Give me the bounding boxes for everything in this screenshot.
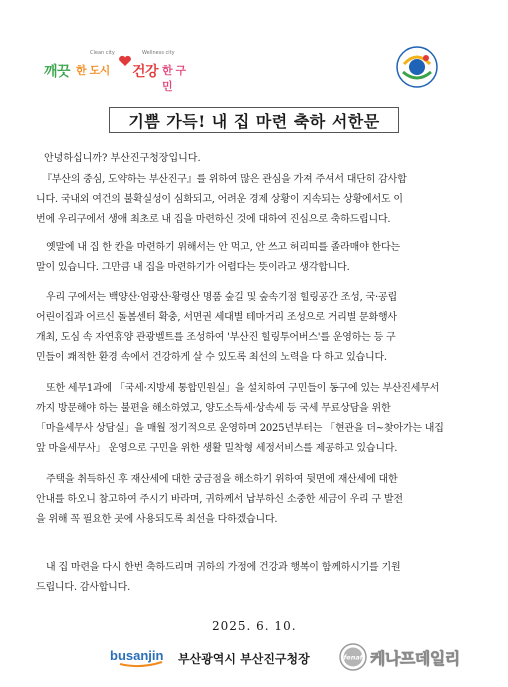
paragraph-6 <box>36 558 484 598</box>
paragraph-line: 어린이집과 어르신 돌봄센터 확충, 서면권 세대별 테마거리 조성으로 거리별 문화행사 <box>36 312 397 323</box>
busanjin-logo-icon <box>110 645 168 669</box>
paragraph-line: 우리 구에서는 백양산·엄광산·황령산 명품 숲길 및 숲속기점 힐링공간 조성, 국·공립 <box>46 292 397 303</box>
document-date: 2025. 6. 10. <box>212 619 297 633</box>
paragraph-line: 앞 마을세무사」 운영으로 구민을 위한 생활 밀착형 세정서비스를 제공하고 있습니다. <box>36 443 398 454</box>
slogan-part4: 한 구민 <box>162 64 186 93</box>
slogan-wellness-en: Wellness city <box>142 50 175 56</box>
paragraph-line: 안내를 하오니 참고하여 주시기 바라며, 귀하께서 납부하신 소중한 세금이 우리 구 발전 <box>36 494 403 505</box>
paragraph-line: 을 위해 꼭 필요한 곳에 사용되도록 최선을 다하겠습니다. <box>36 514 278 525</box>
paragraph-line: 『부산의 중심, 도약하는 부산진구』를 위하여 많은 관심을 가져 주셔서 대단히 감사합 <box>42 174 407 185</box>
paragraph-line: 주택을 취득하신 후 재산세에 대한 궁금점을 해소하기 위하여 뒷면에 재산세에 대한 <box>46 474 398 485</box>
slogan-part3: 건강 <box>132 64 159 80</box>
watermark-text: 케나프데일리 <box>370 648 460 668</box>
paragraph-line: 「마을세무사 상담실」을 매월 정기적으로 운영하며 2025년부터는 「현관을 더~찾아가는 내집 <box>36 423 444 434</box>
district-emblem-icon <box>396 46 438 88</box>
paragraph-line: 옛말에 내 집 한 칸을 마련하기 위해서는 안 먹고, 안 쓰고 허리띠를 졸라매야 한다는 <box>46 242 400 253</box>
paragraph-line: 번에 우리구에서 생애 최초로 내 집을 마련하신 것에 대하여 진심으로 축하드립니다. <box>36 214 391 225</box>
slogan-part2: 한 도시 <box>76 64 110 77</box>
paragraph-line: 까지 방문해야 하는 불편을 해소하였고, 양도소득세·상속세 등 국세 무료상담을 위한 <box>36 403 391 414</box>
busanjin-logo-text: busanjin <box>110 648 164 663</box>
paragraph-line: 드립니다. 감사합니다. <box>36 582 131 593</box>
news-badge-text: fenaf <box>343 653 363 662</box>
paragraph-line: 또한 세무1과에 「국세·지방세 통합민원실」을 설치하여 구민들이 동구에 있는 부산진세무서 <box>46 383 440 394</box>
paragraph-4 <box>36 379 484 459</box>
slogan-logo <box>44 48 194 93</box>
slogan-clean-en: Clean city <box>90 50 115 56</box>
paragraph-line: 말이 있습니다. 그만큼 내 집을 마련하기가 어렵다는 뜻이라고 생각합니다. <box>36 262 350 273</box>
paragraph-1 <box>36 170 484 230</box>
slogan-part1: 깨끗 <box>44 64 71 80</box>
watermark <box>338 640 498 674</box>
document-title: 기쁨 가득! 내 집 마련 축하 서한문 <box>109 107 399 133</box>
paragraph-2 <box>36 238 484 278</box>
signer-name: 부산광역시 부산진구청장 <box>178 652 310 666</box>
paragraph-3 <box>36 288 484 368</box>
paragraph-5 <box>36 470 484 530</box>
paragraph-line: 내 집 마련을 다시 한번 축하드리며 귀하의 가정에 건강과 행복이 함께하시기를 기원 <box>46 562 401 573</box>
paragraph-line: 개최, 도심 속 자연휴양 관광벨트를 조성하여 '부산진 힐링투어버스'를 운영하는 등 구 <box>36 332 396 343</box>
greeting: 안녕하십니까? 부산진구청장입니다. <box>44 153 201 164</box>
news-badge-icon <box>338 642 368 672</box>
heart-icon <box>118 55 132 67</box>
paragraph-line: 민들이 쾌적한 환경 속에서 건강하게 살 수 있도록 최선의 노력을 다 하고 있습니다. <box>36 352 387 363</box>
paragraph-line: 니다. 국내외 여건의 불확실성이 심화되고, 어려운 경제 상황이 지속되는 상황에서도 이 <box>36 194 403 205</box>
